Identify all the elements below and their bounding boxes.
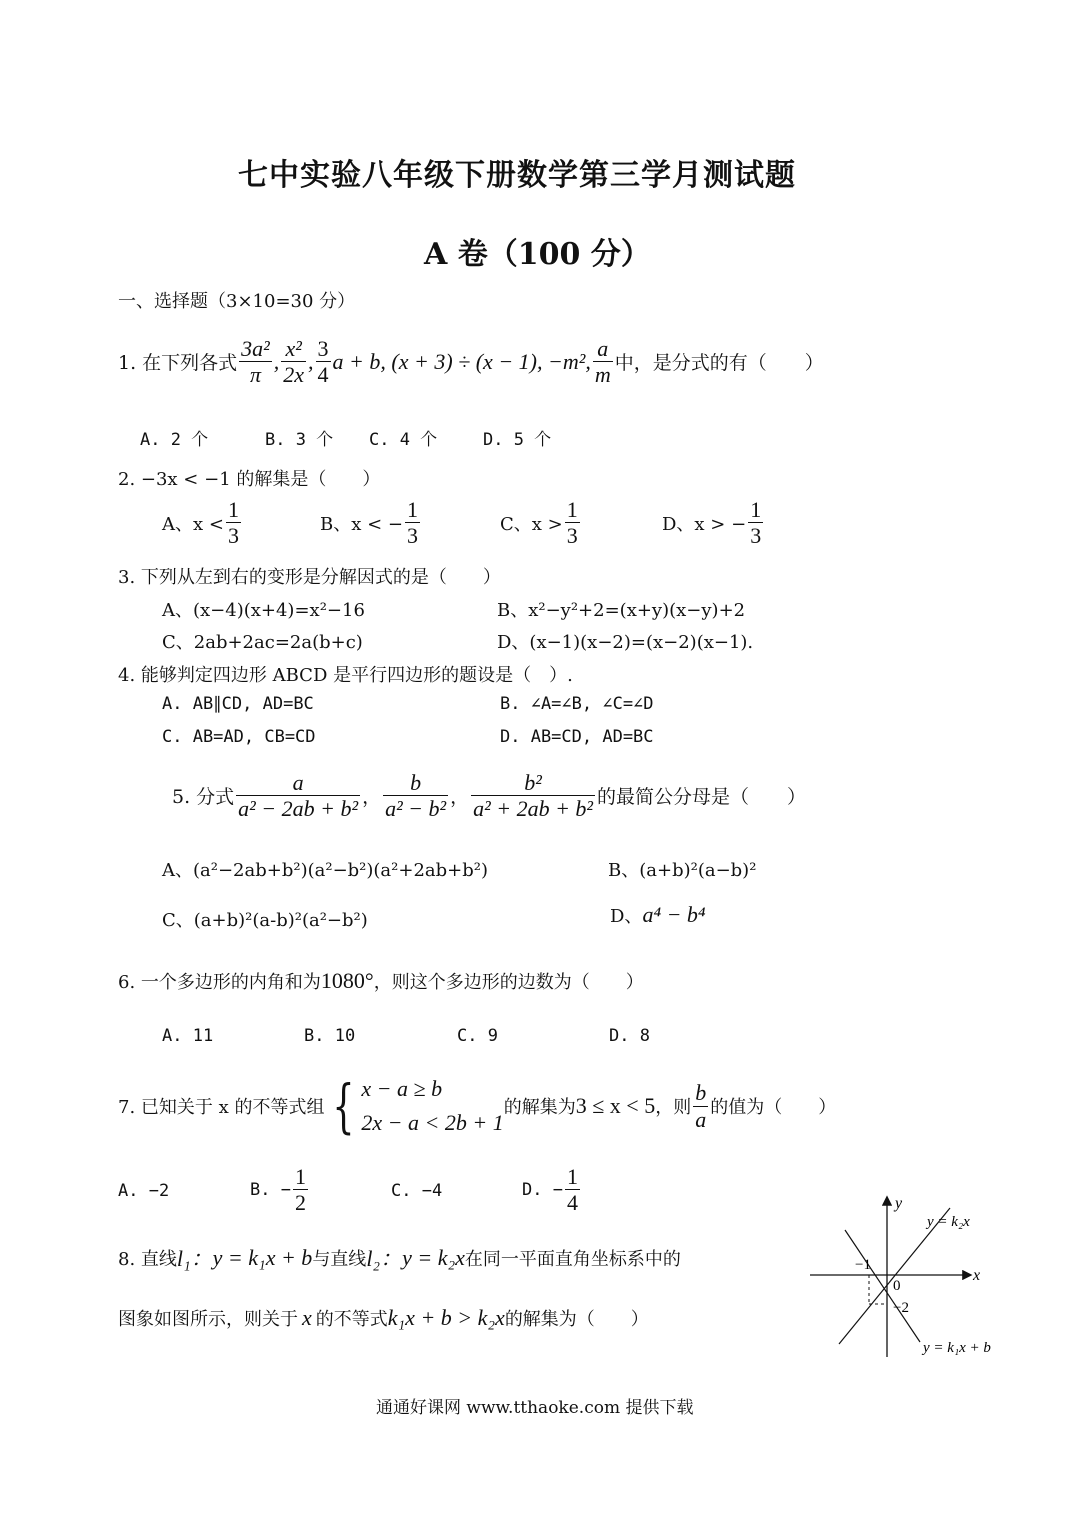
q3-option-d: D、(x−1)(x−2)=(x−2)(x−1). [497,632,754,653]
q3-option-a: A、(x−4)(x+4)=x²−16 [162,600,365,621]
q3-option-b: B、x²−y²+2=(x+y)(x−y)+2 [497,600,746,621]
q2-option-b: B、x < − $\frac{1}{3}$ [320,497,418,549]
question-7: 7. 已知关于 x 的不等式组 { x − a ≥ b 2x − a < 2b + 1 的解集为 3 ≤ x < 5 ，则 $\frac{b}{a}$ 的值为（ ） [118,1072,837,1140]
q3-option-c: C、2ab+2ac=2a(b+c) [162,632,363,653]
footer-credit: 通通好课网 www.tthaoke.com 提供下载 [376,1398,694,1418]
q2-option-d: D、x > − $\frac{1}{3}$ [662,497,762,549]
q5-prefix: 5. 分式 [172,786,235,809]
q5-fraction-1: $\frac{a}{\text{a² − 2ab + b²}}$ [238,770,359,822]
q7-option-d: D. − $\frac{1}{4}$ [522,1164,578,1216]
q1-option-c: C. 4 个 [369,430,438,450]
coordinate-graph [805,1192,1020,1362]
q6-option-c: C. 9 [457,1026,498,1046]
q6-option-a: A. 11 [162,1026,214,1046]
q1-expression: a + b, (x + 3) ÷ (x − 1), −m², [332,348,591,374]
q1-fraction-1: $\frac{\text{3a²}}{\pi}$ [241,336,270,388]
question-5: 5. 分式 $\frac{a}{\text{a² − 2ab + b²}}$ ， $\frac{b}{\text{a² − b²}}$ ， $\frac{\text{b²}}{\text{a² + 2ab + b²}}$ 的最简公分母是（ ） [172,770,807,822]
q5-option-c: C、(a+b)²(a-b)²(a²−b²) [162,910,368,931]
q4-option-b: B. ∠A=∠B, ∠C=∠D [500,694,654,714]
question-1: 1. 在下列各式 $\frac{\text{3a²}}{\pi}$ , $\frac{\text{x²}}{2x}$ , $\frac{3}{4}$ a + b, (x + 3) ÷ (x − 1), −m², $\frac{a}{m}$ 中，是分式的有（ ） [118,336,824,388]
q4-option-d: D. AB=CD, AD=BC [500,727,654,747]
q7-inequality-system: x − a ≥ b 2x − a < 2b + 1 [361,1076,504,1135]
q1-option-d: D. 5 个 [483,430,552,450]
line-k1x-plus-b [845,1230,920,1342]
line-k1x-label: y = k₁x + b [923,1340,991,1356]
q1-fraction-4: $\frac{a}{m}$ [594,336,611,388]
q1-fraction-3: $\frac{3}{4}$ [317,336,329,388]
q6-option-d: D. 8 [609,1026,650,1046]
q1-suffix: 中，是分式的有（ ） [614,352,824,375]
q7-option-a: A. −2 [118,1181,170,1201]
q1-option-a: A. 2 个 [140,430,209,450]
origin-label: 0 [893,1278,901,1294]
y-tick-label: −2 [893,1300,909,1316]
question-8-line-2: 图象如图所示，则关于 x 的不等式 k₁x + b > k₂x 的解集为（ ） [118,1305,649,1330]
q5-fraction-3: $\frac{\text{b²}}{\text{a² + 2ab + b²}}$ [473,770,594,822]
q1-option-b: B. 3 个 [265,430,334,450]
q6-option-b: B. 10 [304,1026,356,1046]
q4-option-c: C. AB=AD, CB=CD [162,727,316,747]
x-tick-label: −1 [855,1257,871,1273]
q1-prefix: 1. 在下列各式 [118,352,238,375]
q7-option-c: C. −4 [391,1181,443,1201]
q1-fraction-2: $\frac{\text{x²}}{2x}$ [283,336,305,388]
q5-option-d: D、 a⁴ − b⁴ [610,902,706,927]
q4-stem: 4. 能够判定四边形 ABCD 是平行四边形的题设是（ ）. [118,665,573,686]
q2-stem: 2. −3x < −1 的解集是（ ） [118,469,381,490]
line-k2x-label: y = k₂x [927,1214,970,1230]
q5-option-a: A、(a²−2ab+b²)(a²−b²)(a²+2ab+b²) [162,860,489,881]
q7-option-b: B. − $\frac{1}{2}$ [250,1164,306,1216]
q4-option-a: A. AB∥CD, AD=BC [162,694,314,714]
part-heading: 一、选择题（3×10=30 分） [118,291,356,312]
question-6: 6. 一个多边形的内角和为 1080° ，则这个多边形的边数为（ ） [118,968,644,993]
q2-option-a: A、x < $\frac{1}{3}$ [162,497,239,549]
q5-fraction-2: $\frac{b}{\text{a² − b²}}$ [385,770,447,822]
page-title: 七中实验八年级下册数学第三学月测试题 [238,158,796,193]
x-axis-label: x [973,1267,981,1284]
q2-option-c: C、x > $\frac{1}{3}$ [500,497,578,549]
q3-stem: 3. 下列从左到右的变形是分解因式的是（ ） [118,567,501,588]
y-axis-label: y [895,1195,903,1212]
question-8-line-1: 8. 直线 l₁： y = k₁x + b 与直线 l₂： y = k₂x 在同一平面直角坐标系中的 [118,1244,681,1271]
q5-option-b: B、(a+b)²(a−b)² [608,860,757,881]
section-title: A 卷（100 分） [424,237,651,272]
q5-suffix: 的最简公分母是（ ） [597,786,807,809]
